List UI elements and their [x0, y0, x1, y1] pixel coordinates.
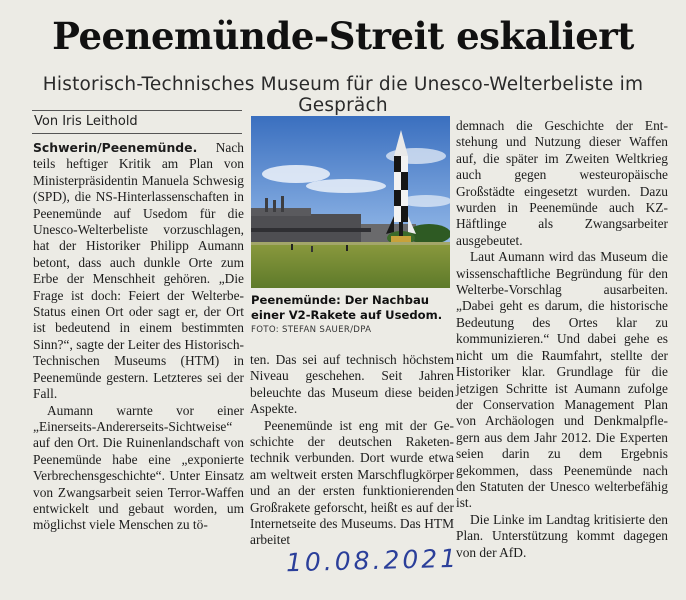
handwritten-date: 10.08.2021 [285, 543, 460, 578]
text-column-2 [250, 352, 454, 549]
byline: Von Iris Leithold [34, 114, 138, 129]
text-column-1 [33, 140, 244, 534]
byline-rule-bottom [32, 133, 242, 134]
byline-rule-top [32, 110, 242, 111]
paragraph: Peenemünde ist eng mit der Geschichte der deutschen Raketentechnik verbunden. Dort wurde etwa am weltweit ersten Marschflugkörper und an der ersten funktionierenden Großrakete geforscht, heißt es auf der Internetseite des Museums. Das HTM arbeitet [250, 417, 454, 548]
paragraph: ten. Das sei auf technisch höchstem Niveau geschehen. Seit Jahren beleuchte das Museum diese beiden Aspekte. [250, 352, 454, 417]
dateline: Schwerin/Peenemünde. [33, 140, 198, 155]
headline: Peenemünde-Streit eskaliert [52, 14, 634, 58]
text-column-3 [456, 118, 668, 561]
photo-caption: Peenemünde: Der Nachbau einer V2-Rakete auf Usedom. [251, 293, 443, 322]
paragraph: Die Linke im Landtag kritisierte den Plan. Unterstützung kommt dagegen von der AfD. [456, 511, 668, 560]
paragraph-text: Nach teils heftiger Kritik am Plan von Ministerpräsidentin Manuela Schwesig (SPD), die NS-Hinterlassenschaften in Peenemünde auf Usedom für die Unesco-Welterbeliste vorzuschlagen, hat der Historiker Philipp Aumann betont, dass auch dunkle Orte zum Erbe der Menschheit gehören. „Die Frage ist doch: Feiert der Welterbe-Status einen Ort oder sagt er, der Ort ist bedeutend in einem bestimmten Sinn?“, sagte der Leiter des Historisch-Technischen Museums (HTM) in Peenemünde gestern. Letzteres sei der Fall. [33, 140, 244, 402]
photo-credit: FOTO: STEFAN SAUER/DPA [251, 325, 372, 335]
paragraph [33, 140, 244, 403]
paragraph: Laut Aumann wird das Museum die wissenschaftliche Begründung für den Welterbe-Vorschlag ausarbeiten. „Dabei geht es darum, die historische Bedeutung des Ortes klar zu kommunizieren.“ Und dabei gehe es nicht um die Raumfahrt, stellte der Historiker klar. Grundlage für die jetzigen Schritte ist Aumann zufolge der Conservation Management Plan von Archäologen und Denkmalpflegern aus dem Jahr 2012. Die Experten seien darin zu dem Ergebnis gekommen, dass Peenemünde nach den Statuten der Unesco welterbefähig ist. [456, 249, 668, 511]
article-photo-v2-rocket [251, 116, 450, 288]
subheadline: Historisch-Technisches Museum für die Unesco-Welterbeliste im Gespräch [42, 74, 644, 116]
paragraph: demnach die Geschichte der Entstehung und Nutzung dieser Waffen auf, die später im Zweiten Weltkrieg auch gegen westeuropäische Großstädte eingesetzt wurden. Dazu wurden in Peenemünde auch KZ-Häftlinge als Zwangsarbeiter ausgebeutet. [456, 118, 668, 248]
paragraph: Aumann warnte vor einer „Einerseits-Andererseits-Sichtweise“ auf den Ort. Die Ruinenlandschaft von Peenemünde habe eine „exponierte Verbrechensgeschichte“. Unter Einsatz von Zwangsarbeit seien Terror-Waffen entwickelt und gebaut worden, um möglichst viele Menschen zu tö- [33, 402, 244, 533]
